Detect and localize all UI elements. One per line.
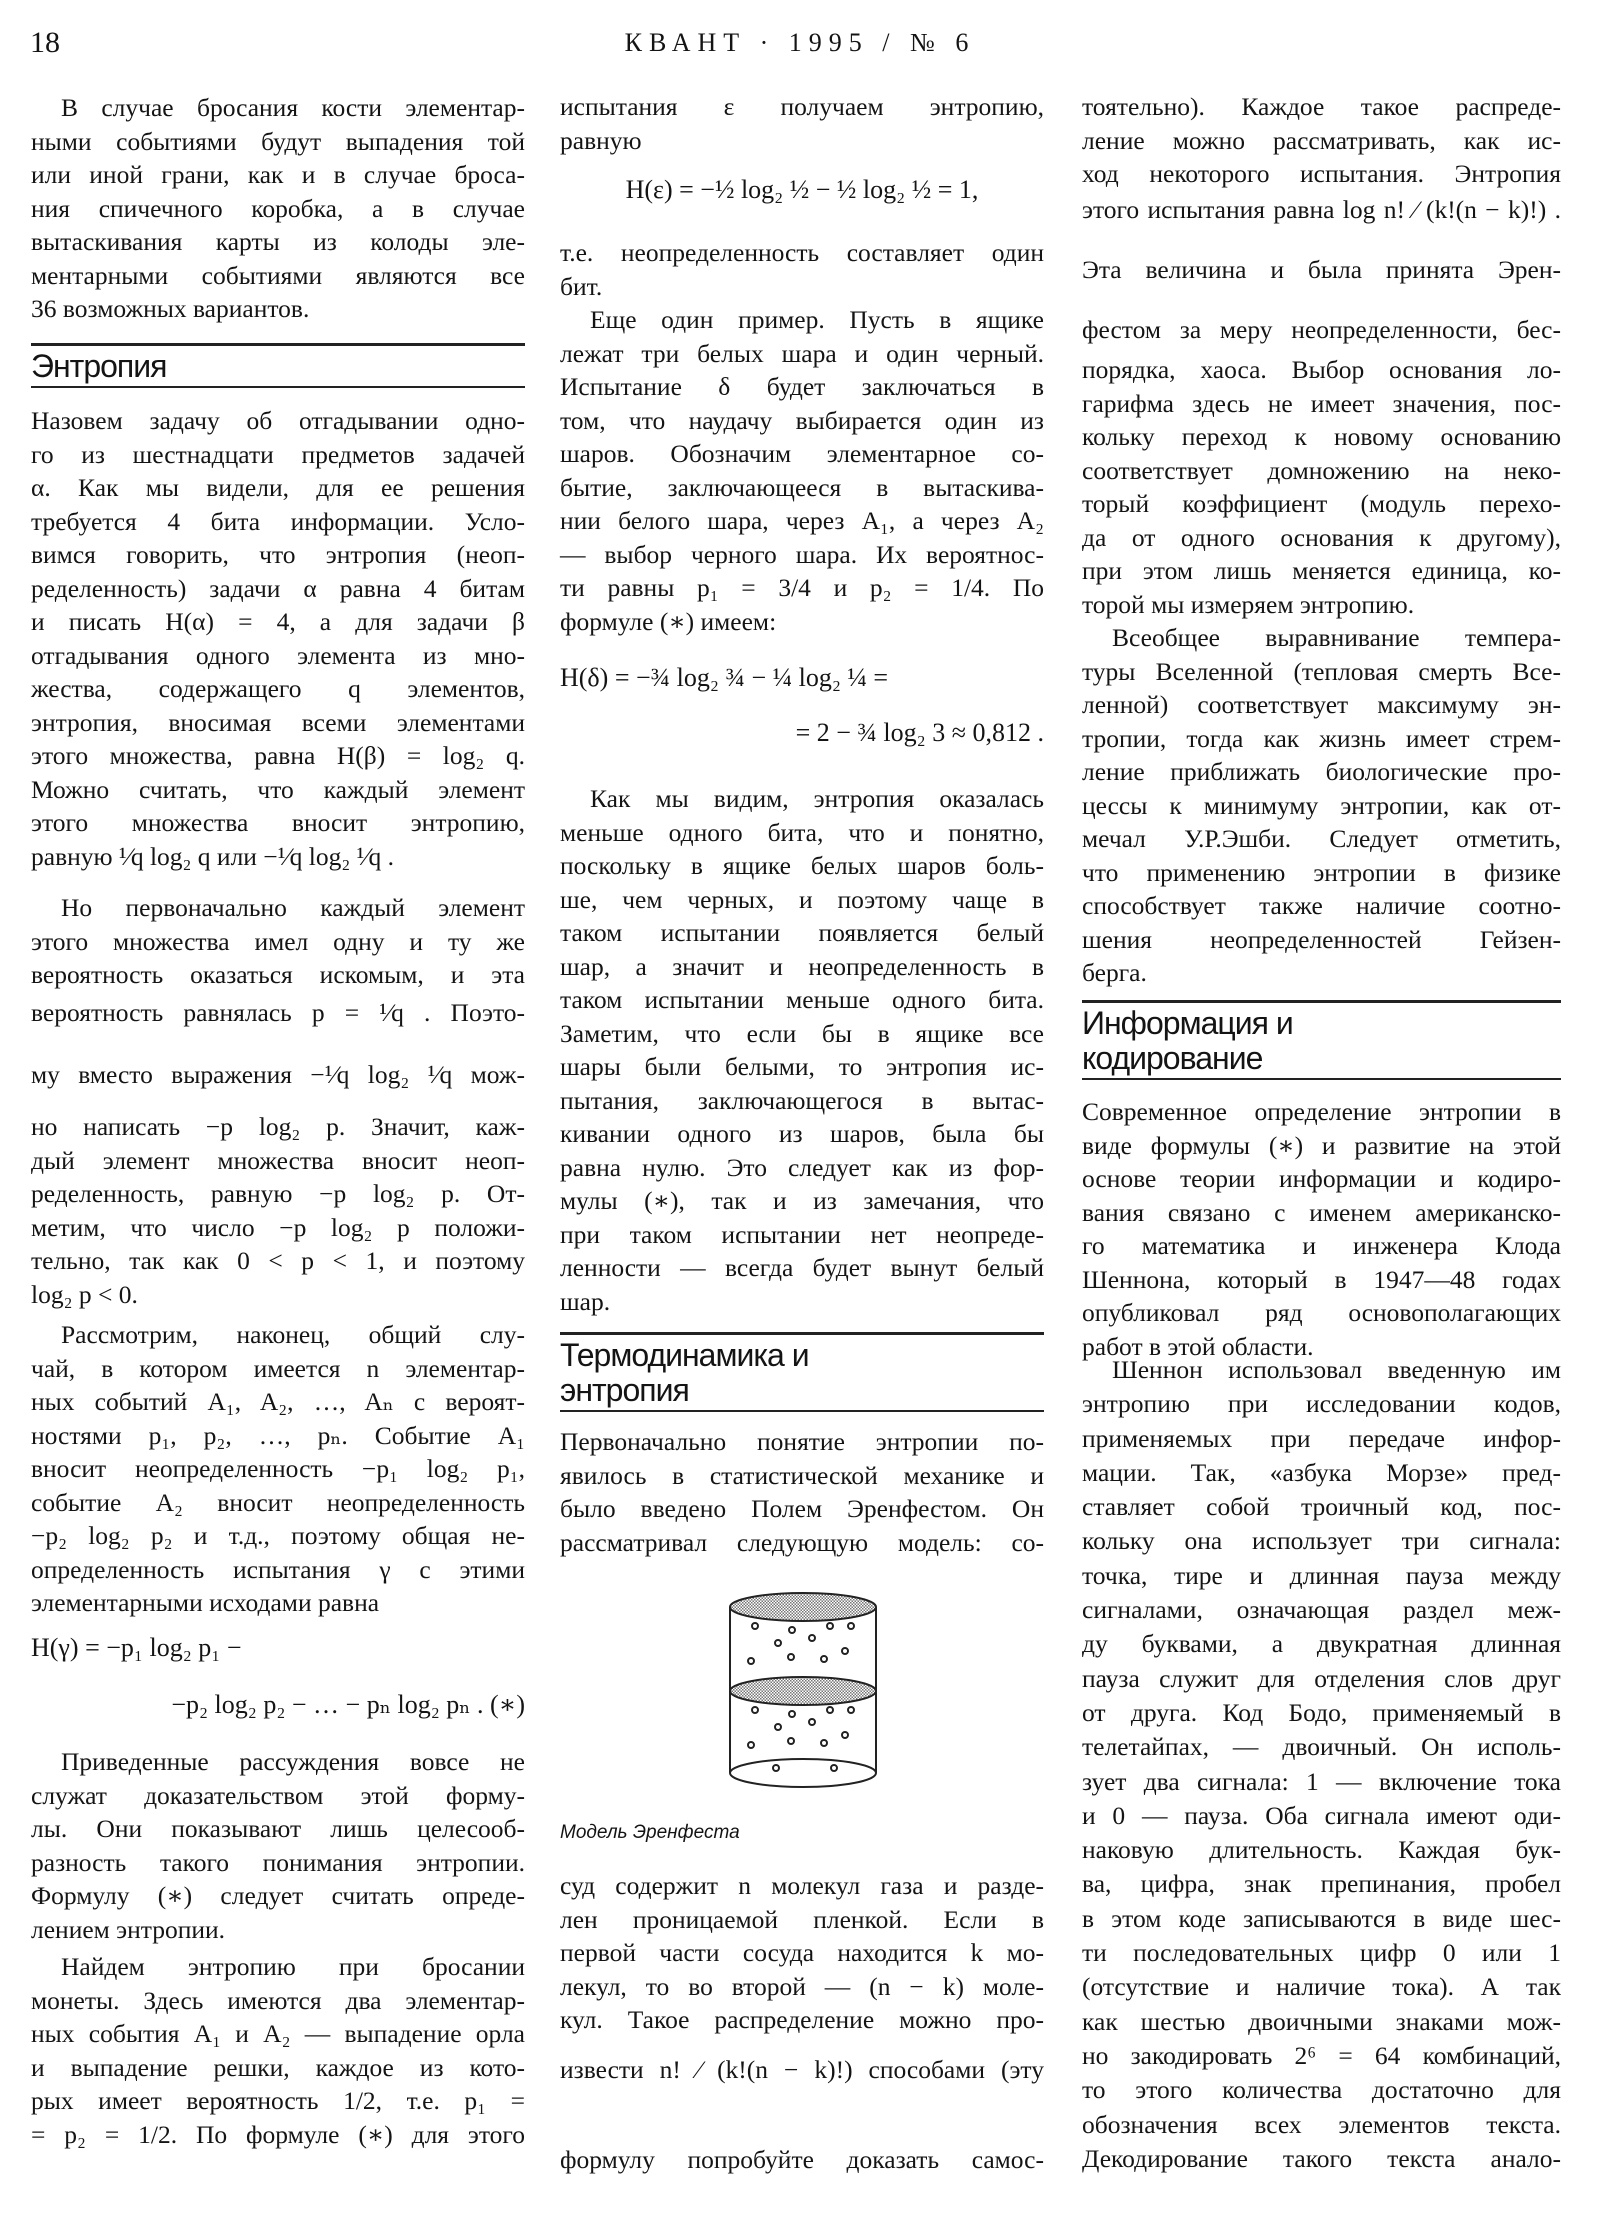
text-line: зует два сигнала: 1 — включение тока [1082,1766,1561,1796]
text-line: вимся говорить, что энтропия (неоп- [31,540,525,569]
paragraph [560,90,1044,157]
text-line: явилось в статистической механике и [560,1460,1044,1490]
text-line: лен проницаемой пленкой. Если в [560,1904,1044,1934]
text-line: ния спичечного коробка, а в случае [31,193,525,223]
text-line: му вместо выражения −¹⁄q log₂ ¹⁄q мож- [31,1060,525,1089]
text-line: виде формулы (∗) и развитие на этой [1082,1130,1561,1160]
text-line: поскольку в ящике белых шаров боль- [560,851,1044,880]
text-line: Назовем задачу об отгадывании одно- [31,406,525,435]
text-line: рассматривал следующую модель: со- [560,1527,1044,1557]
text-line: шаров. Обозначим элементарное со- [560,439,1044,468]
paragraph [1082,90,1561,191]
text-line: энтропию при исследовании кодов, [1082,1389,1561,1419]
text-line: но закодировать 2⁶ = 64 комбинаций, [1082,2040,1561,2070]
text-line: порядка, хаоса. Выбор основания ло- [1082,355,1561,384]
text-line: пауза служит для отделения слов друг [1082,1663,1561,1693]
text-line: кивании одного из шаров, была бы [560,1119,1044,1148]
text-line: ти равны p₁ = 3/4 и p₂ = 1/4. По [560,573,1044,602]
text-line: способствует также наличие соотно- [1082,891,1561,920]
heading-line: энтропия [560,1372,689,1408]
text-line: обозначения всех элементов текста. [1082,2109,1561,2139]
text-line: тропии, тогда как жизнь имеет стрем- [1082,723,1561,753]
text-line: монеты. Здесь имеются два элементар- [31,1985,525,2015]
paragraph [31,1110,525,1311]
molecule [809,1635,815,1641]
heading-line: Термодинамика и [560,1337,809,1373]
text-line: этого испытания равна log n! ⁄ (k!(n − k)!) . [1082,195,1561,224]
text-line: или иной грани, как и в случае броса- [31,160,525,189]
molecule [748,1658,754,1664]
text-line: вероятность оказаться искомым, и эта [31,960,525,989]
text-line: го математика и инженера Клода [1082,1231,1561,1260]
text-line: Современное определение энтропии в [1082,1097,1561,1126]
text-line: метим, что число −p log₂ p положи- [31,1212,525,1242]
molecule [775,1724,781,1730]
section-heading [560,1332,1044,1412]
text-line: фестом за меру неопределенности, бес- [1082,315,1561,344]
text-line: этого множества вносит энтропию, [31,808,525,837]
paragraph [31,91,525,326]
text-line: лы. Они показывают лишь целесооб- [31,1814,525,1843]
text-line: бытие, заключающееся в вытаскива- [560,472,1044,502]
running-title: КВАНТ · 1995 / № 6 [624,28,976,57]
text-line: отгадывания одного элемента из мно- [31,640,525,670]
text-line: Всеобщее выравнивание темпера- [1112,623,1561,652]
text-line: ление приближать биологические про- [1082,757,1561,786]
text-line: Приведенные рассуждения вовсе не [61,1747,525,1776]
molecule [789,1711,795,1717]
paragraph [560,782,1044,1318]
text-line: Но первоначально каждый элемент [61,893,525,922]
text-line: берга. [1082,958,1147,987]
text-line: событие A₂ вносит неопределенность [31,1487,525,1517]
text-line: бит. [560,271,603,301]
text-line: таком испытании появляется белый [560,918,1044,947]
text-line: лекул, то во второй — (n − k) моле- [560,1971,1044,2001]
text-line: торый коэффициент (модуль перехо- [1082,489,1561,518]
text-line: ти последовательных цифр 0 или 1 [1082,1938,1561,1968]
paragraph [31,891,525,992]
formula-line: = 2 − ¾ log₂ 3 ≈ 0,812 . [795,718,1044,747]
text-line: α. Как мы видели, для ее решения [31,473,525,502]
text-line: ва, цифра, знак препинания, пробел [1082,1869,1561,1899]
text-line: было введено Полем Эренфестом. Он [560,1494,1044,1523]
text-line: ностями p₁, p₂, …, pₙ. Событие A₁ [31,1420,525,1450]
paragraph [31,996,525,1030]
text-line: т.е. неопределенность составляет один [560,238,1044,267]
text-line: суд содержит n молекул газа и разде- [560,1871,1044,1900]
molecule [842,1648,848,1654]
paragraph [1082,193,1561,227]
formula-line: H(γ) = −p₁ log₂ p₁ − [31,1633,242,1662]
text-line: (отсутствие и наличие тока). А так [1082,1972,1561,2002]
text-line: энтропия, вносимая всеми элементами [31,707,525,737]
text-line: шар, а значит и неопределенность в [560,951,1044,981]
paragraph [560,1869,1044,2037]
page-number: 18 [30,26,60,59]
section-heading [1082,1000,1561,1080]
column-2 [560,0,1044,2213]
column-1 [31,0,525,2213]
top-lid [730,1593,876,1621]
text-line: ше, чем черных, и поэтому чаще в [560,884,1044,914]
text-line: сигналами, означающая раздел меж- [1082,1595,1561,1625]
text-line: ных событий A₁, A₂, …, Aₙ с вероят- [31,1387,525,1416]
text-line: кольку она использует три сигнала: [1082,1526,1561,1556]
text-line: применяемых при передаче инфор- [1082,1423,1561,1453]
paragraph [31,1745,525,1946]
text-line: Рассмотрим, наконец, общий слу- [61,1320,525,1349]
text-line: шары были белыми, то энтропия ис- [560,1052,1044,1081]
text-line: мации. Так, «азбука Морзе» пред- [1082,1457,1561,1487]
cylinder-illustration [560,1585,1044,1805]
text-line: мечал У.Р.Эшби. Следует отметить, [1082,824,1561,853]
text-line: опубликовал ряд основополагающих [1082,1298,1561,1327]
text-line: ределенность) задачи α равна 4 битам [31,573,525,603]
text-line: В случае бросания кости элементар- [61,93,525,122]
section-heading [31,343,525,388]
text-line: таком испытании меньше одного бита. [560,985,1044,1014]
text-line: равную [560,125,642,155]
text-line: ных события A₁ и A₂ — выпадение орла [31,2019,525,2048]
text-line: элементарными исходами равна [31,1588,380,1617]
paragraph [560,1425,1044,1559]
text-line: наковую длительность. Каждая бук- [1082,1835,1561,1865]
text-line: цессы к минимуму энтропии, как от- [1082,790,1561,820]
text-line: нии белого шара, через A₁, а через A₂ [560,506,1044,535]
molecule [809,1719,815,1725]
text-line: телетайпах, — двоичный. Он исполь- [1082,1732,1561,1762]
text-line: туры Вселенной (тепловая смерть Все- [1082,656,1561,686]
text-line: этого множества имел одну и ту же [31,926,525,956]
paragraph [31,840,525,874]
text-line: равна нулю. Это следует как из фор- [560,1152,1044,1182]
molecule [748,1742,754,1748]
text-line: чай, в котором имеется n элементар- [31,1353,525,1383]
text-line: равную ¹⁄q log₂ q или −¹⁄q log₂ ¹⁄q . [31,842,394,871]
text-line: но написать −p log₂ p. Значит, каж- [31,1112,525,1141]
paragraph [1082,353,1561,621]
figure-caption: Модель Эренфеста [560,1822,740,1843]
paragraph [560,2053,1044,2087]
text-line: вытаскивания карты из колоды эле- [31,227,525,256]
text-line: и 0 — пауза. Оба сигнала имеют оди- [1082,1800,1561,1830]
text-line: Эта величина и была принята Эрен- [1082,255,1561,284]
text-line: формуле (∗) имеем: [560,606,777,636]
text-line: гарифма здесь не имеет значения, пос- [1082,388,1561,418]
molecule [848,1623,854,1629]
membrane [730,1677,876,1705]
molecule [827,1623,833,1629]
text-line: Декодирование такого текста анало- [1082,2143,1561,2173]
text-line: мулы (∗), так и из замечания, что [560,1186,1044,1215]
text-line: ду буквами, а двукратная длинная [1082,1629,1561,1659]
text-line: кул. Такое распределение можно про- [560,2005,1044,2034]
text-line: — выбор черного шара. Их вероятнос- [560,539,1044,569]
formula [31,1688,525,1722]
paragraph [31,1058,525,1092]
paragraph [1082,621,1561,990]
text-line: вносит неопределенность −p₁ log₂ p₁, [31,1454,525,1483]
text-line: ставляет собой троичный код, пос- [1082,1492,1561,1522]
text-line: шар. [560,1286,611,1316]
paragraph [1082,1095,1561,1363]
text-line: го из шестнадцати предметов задачей [31,439,525,469]
paragraph [560,236,1044,303]
text-line: что применению энтропии в физике [1082,857,1561,887]
text-line: при таком испытании нет неопреде- [560,1219,1044,1249]
formula [560,173,1044,207]
paragraph [31,1318,525,1620]
paragraph [31,404,525,840]
text-line: основе теории информации и кодиро- [1082,1164,1561,1193]
text-line: Как мы видим, энтропия оказалась [590,784,1044,813]
text-line: от друга. Код Бодо, применяемый в [1082,1697,1561,1727]
text-line: ление можно рассматривать, как ис- [1082,125,1561,155]
text-line: ределенность, равную −p log₂ p. От- [31,1179,525,1208]
text-line: Первоначально понятие энтропии по- [560,1427,1044,1456]
text-line: и выпадение решки, каждое из кото- [31,2052,525,2082]
text-line: разность такого понимания энтропии. [31,1847,525,1877]
paragraph [31,1950,525,2151]
text-line: тельно, так как 0 < p < 1, и поэтому [31,1246,525,1275]
ehrenfest-model-figure [560,1585,1044,1810]
paragraph [1082,1353,1561,2176]
text-line: вания связано с именем американско- [1082,1197,1561,1227]
text-line: Формулу (∗) следует считать опреде- [31,1881,525,1910]
text-line: log₂ p < 0. [31,1279,138,1309]
text-line: Шеннона, который в 1947—48 годах [1082,1264,1561,1294]
text-line: точка, тире и длинная пауза между [1082,1560,1561,1590]
heading-line: кодирование [1082,1040,1263,1076]
text-line: Еще один пример. Пусть в ящике [590,305,1044,334]
text-line: ленной) соответствует максимуму эн- [1082,690,1561,719]
molecule [821,1740,827,1746]
molecule [788,1654,794,1660]
text-line: дый элемент множества вносит неоп- [31,1145,525,1175]
heading-line: Энтропия [31,348,167,384]
text-line: кольку переход к новому основанию [1082,422,1561,451]
text-line: работ в этой области. [1082,1331,1314,1361]
paragraph [560,303,1044,638]
text-line: как шестью двоичными знаками мож- [1082,2006,1561,2036]
text-line: в этом коде записываются в виде шес- [1082,1903,1561,1933]
text-line: Заметим, что если бы в ящике все [560,1018,1044,1048]
formula-line: H(δ) = −¾ log₂ ¾ − ¼ log₂ ¼ = [560,663,889,692]
text-line: жества, содержащего q элементов, [31,674,525,703]
heading-line: Информация и [1082,1005,1293,1041]
text-line: ленности — всегда будет вынут белый [560,1253,1044,1282]
molecule [821,1656,827,1662]
text-line: этого множества, равна H(β) = log₂ q. [31,741,525,770]
text-line: Можно считать, что каждый элемент [31,774,525,804]
text-line: формулу попробуйте доказать самос- [560,2145,1044,2174]
text-line: Шеннон использовал введенную им [1112,1355,1561,1384]
text-line: при этом лишь меняется единица, ко- [1082,556,1561,585]
column-3 [1082,0,1561,2213]
text-line: том, что наудачу выбирается один из [560,405,1044,435]
text-line: лением энтропии. [31,1914,226,1944]
paragraph [1082,313,1561,347]
text-line: требуется 4 бита информации. Усло- [31,506,525,536]
text-line: рых имеет вероятность 1/2, т.е. p₁ = [31,2086,525,2115]
molecule [752,1707,758,1713]
formula-line: −p₂ log₂ p₂ − … − pₙ log₂ pₙ . (∗) [171,1690,525,1719]
formula [560,716,1044,750]
molecule [752,1623,758,1629]
text-line: Испытание δ будет заключаться в [560,372,1044,401]
text-line: и писать H(α) = 4, а для задачи β [31,607,525,636]
molecule [788,1738,794,1744]
text-line: определенность испытания γ с этими [31,1554,525,1584]
formula [560,661,1044,695]
text-line: шения неопределенностей Гейзен- [1082,924,1561,954]
text-line: ными событиями будут выпадения той [31,126,525,156]
text-line: меньше одного бита, что и понятно, [560,817,1044,847]
molecule [775,1640,781,1646]
molecule [789,1627,795,1633]
molecule [842,1732,848,1738]
bottom [730,1759,876,1787]
text-line: ментарными событиями являются все [31,260,525,290]
text-line: пытания, заключающегося в вытас- [560,1085,1044,1115]
paragraph [560,2143,1044,2177]
text-line: 36 возможных вариантов. [31,294,310,323]
molecule [848,1707,854,1713]
text-line: испытания ε получаем энтропию, [560,92,1044,121]
text-line: Найдем энтропию при бросании [61,1952,525,1981]
formula [31,1631,525,1665]
text-line: вероятность равнялась p = ¹⁄q . Поэто- [31,998,525,1027]
text-line: −p₂ log₂ p₂ и т.д., поэтому общая не- [31,1521,525,1550]
formula-line: H(ε) = −½ log₂ ½ − ½ log₂ ½ = 1, [625,175,979,204]
text-line: да от одного основания к другому), [1082,522,1561,552]
text-line: соответствует домножению на неко- [1082,455,1561,485]
text-line: торой мы измеряем энтропию. [1082,589,1415,619]
text-line: извести n! ⁄ (k!(n − k)!) способами (эту [560,2055,1044,2084]
text-line: = p₂ = 1/2. По формуле (∗) для этого [31,2119,525,2149]
text-line: служат доказательством этой форму- [31,1780,525,1810]
text-line: тоятельно). Каждое такое распреде- [1082,92,1561,121]
text-line: первой части сосуда находится k мо- [560,1938,1044,1967]
paragraph [1082,253,1561,287]
text-line: лежат три белых шара и один черный. [560,338,1044,368]
text-line: то этого количества достаточно для [1082,2075,1561,2105]
text-line: ход некоторого испытания. Энтропия [1082,159,1561,188]
molecule [827,1707,833,1713]
